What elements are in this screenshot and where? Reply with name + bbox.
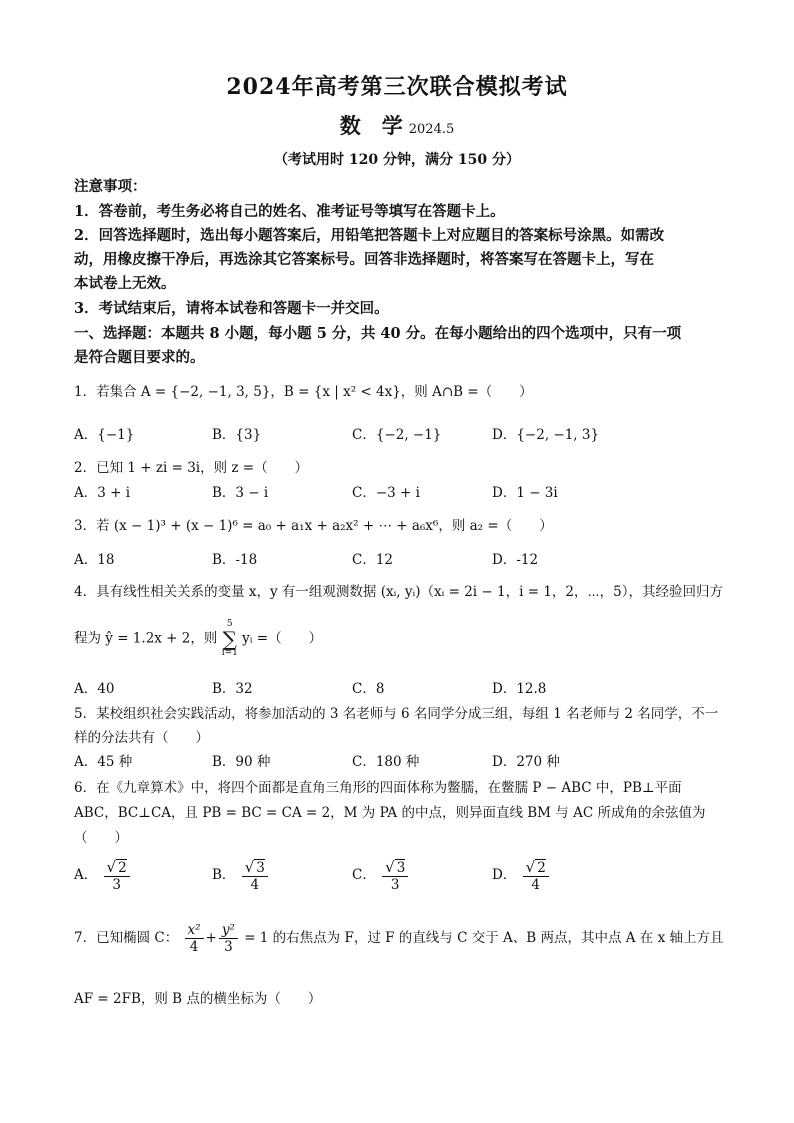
question-2-option-a: A．3 + i bbox=[74, 485, 131, 501]
section-1-line-2: 是符合题目要求的。 bbox=[74, 349, 205, 366]
radicand: 2 bbox=[118, 860, 127, 876]
question-6-option-d bbox=[492, 858, 551, 893]
question-5-stem-line-1: 5．某校组织社会实践活动，将参加活动的 3 名老师与 6 名同学分成三组，每组 1 名老师与 2 名同学，不一 bbox=[74, 706, 719, 722]
question-5-option-d: D．270 种 bbox=[492, 754, 560, 770]
denominator: 4 bbox=[250, 877, 260, 894]
question-7-stem-line-2: AF = 2FB，则 B 点的横坐标为（ ） bbox=[74, 991, 322, 1007]
question-6-option-a bbox=[74, 858, 132, 893]
denominator: 3 bbox=[390, 877, 400, 894]
question-6-option-c bbox=[352, 858, 410, 893]
question-4-stem-post: yᵢ =（ ） bbox=[242, 630, 323, 647]
question-4-option-b: B．32 bbox=[212, 681, 253, 697]
notice-item-2-line-1: 2．回答选择题时，选出每小题答案后，用铅笔把答题卡上对应题目的答案标号涂黑。如需改 bbox=[74, 227, 665, 244]
fraction bbox=[242, 858, 268, 893]
radicand: 2 bbox=[537, 860, 546, 876]
option-label: A． bbox=[74, 867, 98, 884]
sqrt-icon: √ bbox=[106, 858, 117, 876]
denominator: 3 bbox=[224, 939, 233, 956]
question-1-option-d: D．{−2, −1, 3} bbox=[492, 427, 600, 443]
option-label: C． bbox=[352, 867, 376, 884]
question-5-option-c: C．180 种 bbox=[352, 754, 420, 770]
question-5-option-a: A．45 种 bbox=[74, 754, 133, 770]
question-1-option-b: B．{3} bbox=[212, 427, 262, 443]
sigma-icon: ∑ bbox=[222, 627, 237, 651]
question-4-stem-line-1: 4．具有线性相关关系的变量 x，y 有一组观测数据 (xᵢ, yᵢ)（xᵢ = 2i − 1，i = 1，2，⋯，5），其经验回归方 bbox=[74, 584, 723, 600]
question-4-option-d: D．12.8 bbox=[492, 681, 547, 697]
question-4-option-a: A．40 bbox=[74, 681, 115, 697]
exam-info: （考试用时 120 分钟，满分 150 分） bbox=[274, 152, 520, 168]
question-1-option-c: C．{−2, −1} bbox=[352, 427, 442, 443]
numerator: y² bbox=[219, 922, 238, 939]
question-6-option-b bbox=[212, 858, 270, 893]
question-6-stem-line-2: ABC，BC⊥CA，且 PB = BC = CA = 2，M 为 PA 的中点，则异面直线 BM 与 AC 所成角的余弦值为 bbox=[74, 805, 706, 821]
question-6-stem-line-3: （ ） bbox=[74, 830, 128, 846]
subject-name: 数 学 bbox=[339, 113, 403, 138]
fraction bbox=[104, 858, 130, 893]
option-label: D． bbox=[492, 867, 517, 884]
question-7-stem-line-1 bbox=[74, 922, 724, 955]
sqrt-icon: √ bbox=[244, 858, 255, 876]
numerator: x² bbox=[185, 922, 204, 939]
radicand: 3 bbox=[256, 860, 265, 876]
summation-sign bbox=[222, 620, 238, 658]
question-3-option-a: A．18 bbox=[74, 552, 115, 568]
radicand: 3 bbox=[396, 860, 406, 876]
option-label: B． bbox=[212, 867, 236, 884]
question-3-option-c: C．12 bbox=[352, 552, 394, 568]
question-1-stem: 1．若集合 A = {−2, −1, 3, 5}，B = {x | x² < 4x}，则 A∩B =（ ） bbox=[74, 384, 533, 400]
question-4-stem-pre: 程为 ŷ = 1.2x + 2，则 bbox=[74, 630, 218, 647]
question-3-option-d: D．-12 bbox=[492, 552, 539, 568]
exam-date: 2024.5 bbox=[408, 122, 455, 137]
question-3-stem: 3．若 (x − 1)³ + (x − 1)⁶ = a₀ + a₁x + a₂x² + ⋯ + a₆x⁶，则 a₂ =（ ） bbox=[74, 518, 553, 534]
question-2-stem: 2．已知 1 + zi = 3i，则 z =（ ） bbox=[74, 460, 309, 476]
question-2-option-b: B．3 − i bbox=[212, 485, 269, 501]
subject-heading bbox=[0, 110, 794, 140]
question-1-option-a: A．{−1} bbox=[74, 427, 135, 443]
notice-item-3: 3．考试结束后，请将本试卷和答题卡一并交回。 bbox=[74, 300, 389, 317]
denominator: 4 bbox=[531, 877, 540, 894]
question-2-option-c: C．−3 + i bbox=[352, 485, 420, 501]
question-5-option-b: B．90 种 bbox=[212, 754, 271, 770]
fraction-x bbox=[185, 922, 204, 955]
fraction-y bbox=[219, 922, 238, 955]
question-4-stem-line-2 bbox=[74, 620, 322, 658]
summation-lower: i=1 bbox=[221, 648, 238, 658]
fraction bbox=[382, 858, 408, 893]
notice-heading: 注意事项： bbox=[74, 178, 147, 195]
summation-upper: 5 bbox=[226, 619, 233, 629]
question-3-option-b: B．-18 bbox=[212, 552, 258, 568]
notice-item-1: 1．答卷前，考生务必将自己的姓名、准考证号等填写在答题卡上。 bbox=[74, 203, 505, 220]
exam-title: 2024年高考第三次联合模拟考试 bbox=[226, 74, 568, 100]
sqrt-icon: √ bbox=[385, 858, 395, 876]
question-2-option-d: D．1 − 3i bbox=[492, 485, 558, 501]
plus-sign: + bbox=[205, 930, 217, 947]
sqrt-icon: √ bbox=[525, 858, 536, 876]
denominator: 3 bbox=[112, 877, 121, 894]
notice-item-2-line-3: 本试卷上无效。 bbox=[74, 275, 176, 292]
denominator: 4 bbox=[189, 939, 199, 956]
section-1-line-1: 一、选择题：本题共 8 小题，每小题 5 分，共 40 分。在每小题给出的四个选项中，只有一项 bbox=[74, 325, 682, 342]
notice-item-2-line-2: 动，用橡皮擦干净后，再选涂其它答案标号。回答非选择题时，将答案写在答题卡上，写在 bbox=[74, 251, 654, 268]
fraction bbox=[523, 858, 549, 893]
question-4-option-c: C．8 bbox=[352, 681, 385, 697]
question-5-stem-line-2: 样的分法共有（ ） bbox=[74, 730, 209, 746]
question-6-stem-line-1: 6．在《九章算术》中，将四个面都是直角三角形的四面体称为鳖臑，在鳖臑 P − ABC 中，PB⊥平面 bbox=[74, 780, 682, 796]
question-7-stem-pre: 7．已知椭圆 C： bbox=[74, 930, 179, 947]
question-7-stem-post: = 1 的右焦点为 F，过 F 的直线与 C 交于 A、B 两点，其中点 A 在 x 轴上方且 bbox=[244, 930, 724, 947]
